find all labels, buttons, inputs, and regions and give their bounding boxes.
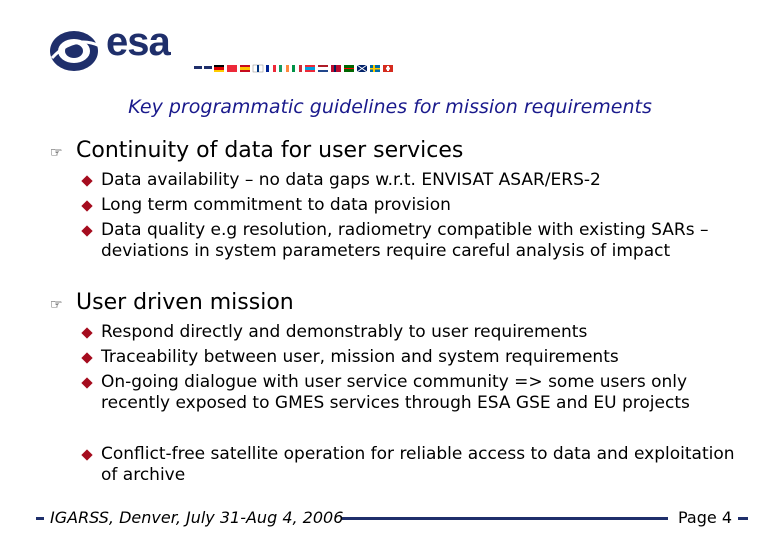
- footer-event: IGARSS, Denver, July 31-Aug 4, 2006: [50, 508, 344, 527]
- pointing-hand-icon: ☞: [50, 145, 63, 161]
- list-item-text: Data availability – no data gaps w.r.t. ENVISAT ASAR/ERS-2: [101, 170, 601, 190]
- section-heading-text: User driven mission: [76, 290, 294, 315]
- list-item: [83, 195, 743, 216]
- slide-title: Key programmatic guidelines for mission requirements: [128, 96, 652, 118]
- diamond-bullet-icon: [81, 352, 92, 363]
- list-item: [83, 170, 743, 191]
- list-item-text: Traceability between user, mission and system requirements: [101, 347, 619, 367]
- list-item-text: On-going dialogue with user service community => some users only recently exposed to GMES services through ESA GSE and EU projects: [101, 372, 690, 413]
- logo-text: esa: [106, 20, 170, 64]
- list-item: [83, 372, 743, 414]
- list-item: [83, 444, 743, 486]
- esa-logo: [44, 22, 444, 82]
- diamond-bullet-icon: [81, 175, 92, 186]
- footer-rule-right: [738, 517, 748, 520]
- footer-page-number: Page 4: [678, 508, 732, 527]
- list-item-text: Long term commitment to data provision: [101, 195, 451, 215]
- member-flags-icon: [194, 62, 444, 76]
- diamond-bullet-icon: [81, 225, 92, 236]
- list-item-text: Data quality e.g resolution, radiometry compatible with existing SARs – deviations in system parameters require careful analysis of impact: [101, 220, 709, 261]
- pointing-hand-icon: ☞: [50, 297, 63, 313]
- footer-rule-left: [36, 517, 44, 520]
- diamond-bullet-icon: [81, 377, 92, 388]
- list-item: [83, 220, 743, 262]
- section-heading-text: Continuity of data for user services: [76, 138, 464, 163]
- list-item: [83, 347, 743, 368]
- section-heading-user-driven: [50, 290, 294, 315]
- section-heading-continuity: [50, 138, 463, 163]
- list-item-text: Conflict-free satellite operation for reliable access to data and exploitation of archive: [101, 444, 735, 485]
- list-item: [83, 322, 743, 343]
- globe-logo-icon: [44, 28, 106, 74]
- diamond-bullet-icon: [81, 449, 92, 460]
- footer-rule-middle: [342, 517, 668, 520]
- list-item-text: Respond directly and demonstrably to user requirements: [101, 322, 588, 342]
- diamond-bullet-icon: [81, 200, 92, 211]
- diamond-bullet-icon: [81, 327, 92, 338]
